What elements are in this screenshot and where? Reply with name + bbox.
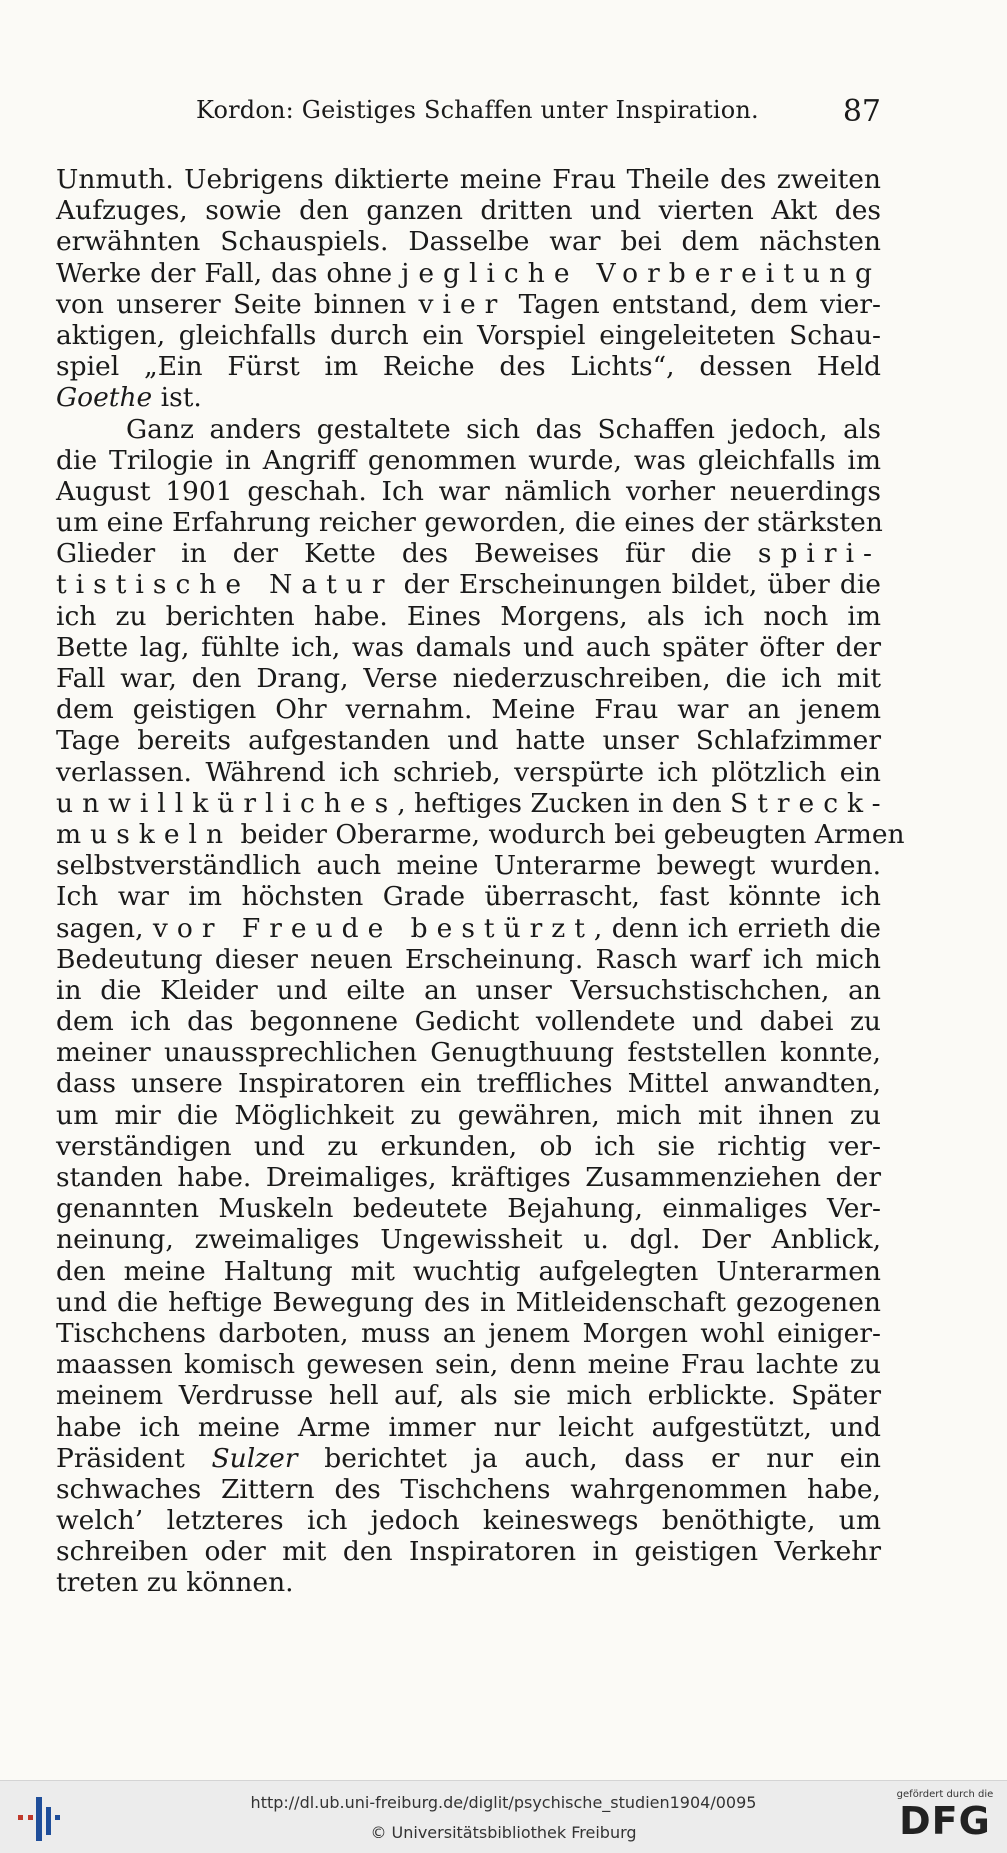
text-run: muskeln xyxy=(56,818,233,850)
text-run: dem geistigen Ohr vernahm. Meine Frau war an jenem xyxy=(56,694,881,726)
text-line xyxy=(56,663,881,694)
text-run: in die Kleider und eilte an unser Versuchstischchen, an xyxy=(56,974,881,1006)
text-line xyxy=(56,1536,881,1567)
sponsor-caption: gefördert durch die xyxy=(896,1789,994,1800)
text-run: , heftiges Zucken in den xyxy=(397,787,731,819)
text-run: und die heftige Bewegung des in Mitleidenschaft gezogenen xyxy=(56,1286,881,1318)
text-line xyxy=(56,320,881,351)
text-line xyxy=(56,164,881,195)
text-line xyxy=(56,1162,881,1193)
text-line xyxy=(56,757,881,788)
viewer-footer xyxy=(0,1780,1007,1853)
page-number: 87 xyxy=(842,94,881,129)
text-run: der Erscheinungen bildet, über die xyxy=(393,569,881,601)
text-run: habe ich meine Arme immer nur leicht aufgestützt, und xyxy=(56,1411,881,1443)
text-line xyxy=(56,944,881,975)
text-line xyxy=(56,1412,881,1443)
text-run: Streck- xyxy=(730,787,890,819)
text-run: um eine Erfahrung reicher geworden, die eines der stärksten xyxy=(56,507,883,539)
text-line xyxy=(56,476,881,507)
text-run: meinem Verdrusse hell auf, als sie mich erblickte. Später xyxy=(56,1380,881,1412)
text-run: welch’ letzteres ich jedoch keineswegs benöthigte, um xyxy=(56,1505,881,1537)
running-title: Kordon: Geistiges Schaffen unter Inspiration. xyxy=(196,96,759,124)
text-run: selbstverständlich auch meine Unterarme bewegt wurden. xyxy=(56,850,881,882)
text-run: , denn ich errieth die xyxy=(593,912,881,944)
text-run: meiner unaussprechlichen Genugthuung feststellen konnte, xyxy=(56,1037,881,1069)
text-run: dem ich das begonnene Gedicht vollendete und dabei zu xyxy=(56,1006,881,1038)
text-run: Tage bereits aufgestanden und hatte unser Schlafzimmer xyxy=(56,725,881,757)
text-line xyxy=(56,289,881,320)
page-url[interactable]: http://dl.ub.uni-freiburg.de/diglit/psychische_studien1904/0095 xyxy=(250,1793,757,1812)
text-line xyxy=(56,632,881,663)
text-run: maassen komisch gewesen sein, denn meine Frau lachte zu xyxy=(56,1349,881,1381)
text-run: Präsident xyxy=(56,1442,212,1474)
copyright-text: © Universitätsbibliothek Freiburg xyxy=(370,1823,637,1842)
text-run: spiri- xyxy=(757,538,881,570)
text-line xyxy=(56,1224,881,1255)
text-run: jegliche Vorbereitung xyxy=(401,257,882,289)
text-line xyxy=(56,1287,881,1318)
text-run: von unserer Seite binnen xyxy=(56,288,419,320)
text-line xyxy=(56,507,881,538)
text-run: Sulzer xyxy=(211,1442,298,1474)
text-line xyxy=(56,351,881,382)
text-line xyxy=(56,694,881,725)
text-run: spiel „Ein Fürst im Reiche des Lichts“, dessen Held xyxy=(56,351,881,383)
text-run: ist. xyxy=(152,382,202,414)
text-run: Glieder in der Kette des Beweises für die xyxy=(56,538,758,570)
body-text xyxy=(56,164,905,1599)
text-run: unwillkürliches xyxy=(56,787,398,819)
text-line xyxy=(56,569,881,600)
text-run: Aufzuges, sowie den ganzen dritten und vierten Akt des xyxy=(56,195,881,227)
running-header xyxy=(56,96,881,136)
text-run: vor Freude bestürzt xyxy=(152,912,594,944)
text-run: verlassen. Während ich schrieb, verspürte ich plötzlich ein xyxy=(56,756,881,788)
text-line xyxy=(56,1443,881,1474)
text-line xyxy=(56,1349,881,1380)
text-line xyxy=(56,818,905,850)
text-run: sagen, xyxy=(56,912,153,944)
text-run: Ganz anders gestaltete sich das Schaffen jedoch, als xyxy=(126,413,881,445)
text-run: verständigen und zu erkunden, ob ich sie richtig ver- xyxy=(56,1130,881,1162)
text-run: August 1901 geschah. Ich war nämlich vorher neuerdings xyxy=(56,475,881,507)
text-run: ich zu berichten habe. Eines Morgens, als ich noch im xyxy=(56,600,881,632)
text-run: standen habe. Dreimaliges, kräftiges Zusammenziehen der xyxy=(56,1162,881,1193)
dfg-logo xyxy=(895,1789,995,1847)
text-line xyxy=(56,1068,881,1099)
text-line xyxy=(56,850,881,881)
text-line xyxy=(56,1193,881,1224)
text-line xyxy=(56,1100,881,1131)
text-run: neinung, zweimaliges Ungewissheit u. dgl. Der Anblick, xyxy=(56,1224,881,1256)
text-run: den meine Haltung mit wuchtig aufgelegten Unterarmen xyxy=(56,1255,881,1287)
text-run: beider Oberarme, wodurch bei gebeugten Armen xyxy=(232,818,905,850)
text-line xyxy=(56,881,881,912)
text-line xyxy=(56,538,881,569)
text-line xyxy=(56,1505,881,1536)
text-run: vier xyxy=(418,288,507,320)
text-line xyxy=(56,1256,881,1287)
text-line xyxy=(56,1567,881,1598)
text-line xyxy=(56,1131,881,1162)
text-line xyxy=(56,1318,881,1349)
text-line xyxy=(56,725,881,756)
text-line xyxy=(56,258,881,289)
text-run: erwähnten Schauspiels. Dasselbe war bei dem nächsten xyxy=(56,226,881,258)
text-run: Fall war, den Drang, Verse niederzuschreiben, die ich mit xyxy=(56,663,881,694)
text-run: die Trilogie in Angriff genommen wurde, was gleichfalls im xyxy=(56,444,881,476)
text-line xyxy=(56,1474,881,1505)
text-run: Tagen entstand, dem vier- xyxy=(506,288,881,320)
text-line xyxy=(56,601,881,632)
text-line xyxy=(56,975,881,1006)
text-line xyxy=(56,1380,881,1411)
text-line xyxy=(56,1037,881,1068)
text-run: Ich war im höchsten Grade überrascht, fast könnte ich xyxy=(56,881,881,913)
text-run: tistische Natur xyxy=(56,569,394,601)
text-run: um mir die Möglichkeit zu gewähren, mich mit ihnen zu xyxy=(56,1099,881,1131)
text-run: Bette lag, fühlte ich, was damals und auch später öfter der xyxy=(56,631,881,663)
text-run: Unmuth. Uebrigens diktierte meine Frau Theile des zweiten xyxy=(56,164,881,195)
text-run: dass unsere Inspiratoren ein treffliches Mittel anwandten, xyxy=(56,1068,881,1100)
text-run: schreiben oder mit den Inspiratoren in geistigen Verkehr xyxy=(56,1536,881,1568)
text-run: Goethe xyxy=(56,382,153,414)
text-run: berichtet ja auch, dass er nur ein xyxy=(297,1442,881,1474)
dfg-logo-text: DFG xyxy=(899,1799,991,1843)
text-run: Werke der Fall, das ohne xyxy=(56,257,402,289)
text-line xyxy=(56,445,881,476)
text-line xyxy=(56,195,881,226)
text-line xyxy=(56,1006,881,1037)
text-line xyxy=(56,787,890,819)
text-run: aktigen, gleichfalls durch ein Vorspiel eingeleiteten Schau- xyxy=(56,319,881,351)
text-line xyxy=(56,226,881,257)
text-run: Bedeutung dieser neuen Erscheinung. Rasch warf ich mich xyxy=(56,943,881,975)
text-run: genannten Muskeln bedeutete Bejahung, einmaliges Ver- xyxy=(56,1193,881,1225)
text-line xyxy=(56,414,881,445)
text-run: Tischchens darboten, muss an jenem Morgen wohl einiger- xyxy=(56,1317,881,1349)
text-run: treten zu können. xyxy=(56,1567,294,1599)
text-line xyxy=(56,382,881,413)
text-run: schwaches Zittern des Tischchens wahrgenommen habe, xyxy=(56,1473,881,1505)
text-line xyxy=(56,913,881,944)
